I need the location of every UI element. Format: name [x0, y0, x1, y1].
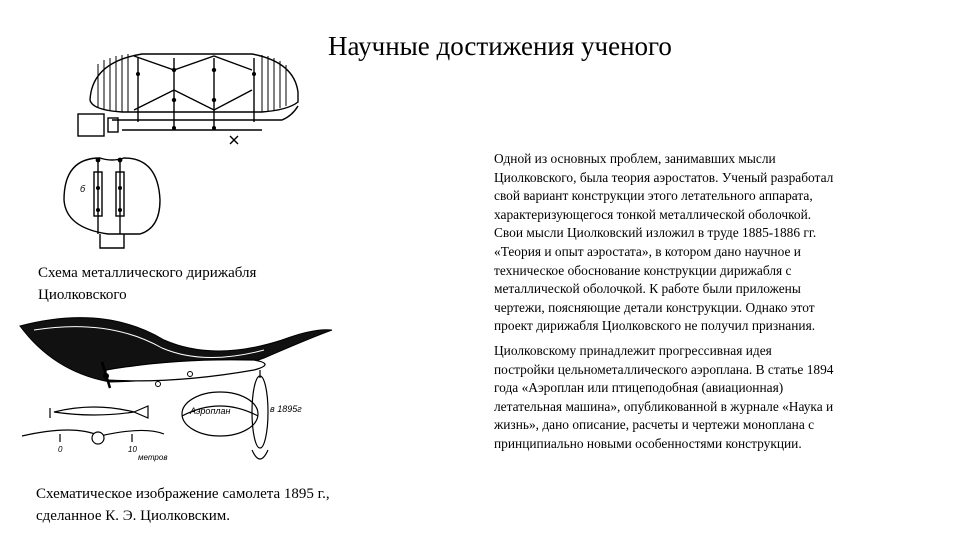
airplane-caption: Схематическое изображение самолета 1895 г., сделанное К. Э. Циолковским. [36, 486, 330, 524]
paragraph-airplane: Циолковскому принадлежит прогрессивная идея постройки цельнометаллического аэроплана. В статье 1894 года «Аэроплан или птицеподобная (авиационная) летательная машина», опубликованной в журнале «Наука и жизнь», дано описание, расчеты и чертежи моноплана с принципиально новыми особенностями конструкции. [494, 342, 834, 451]
scale-unit-label: метров [138, 453, 168, 462]
description-text [494, 150, 834, 460]
airplane-drawing [14, 300, 344, 475]
slide-title: Научные достижения ученого [328, 31, 672, 61]
scale-zero-label: 0 [58, 445, 63, 454]
scale-ten-label: 10 [128, 445, 137, 454]
section-letter: б [80, 184, 86, 194]
airship-drawing [62, 40, 302, 250]
airship-caption: Схема металлического дирижабля Циолковского [38, 265, 257, 303]
year-label: в 1895г [270, 404, 302, 414]
airship-schematic [62, 40, 302, 250]
airplane-schematic [14, 300, 344, 475]
paragraph-airship: Одной из основных проблем, занимавших мысли Циолковского, была теория аэростатов. Ученый разработал свой вариант конструкции этого летательного аппарата, характеризующегося тонкой металлической оболочкой. Свои мысли Циолковский изложил в труде 1885-1886 гг. «Теория и опыт аэростата», в котором дано научное и техническое обоснование конструкции дирижабля с металлической оболочкой. К работе были приложены чертежи, поясняющие детали конструкции. Однако этот проект дирижабля Циолковского не получил признания. [494, 151, 834, 334]
airplane-label: Аэроплан [190, 406, 231, 416]
